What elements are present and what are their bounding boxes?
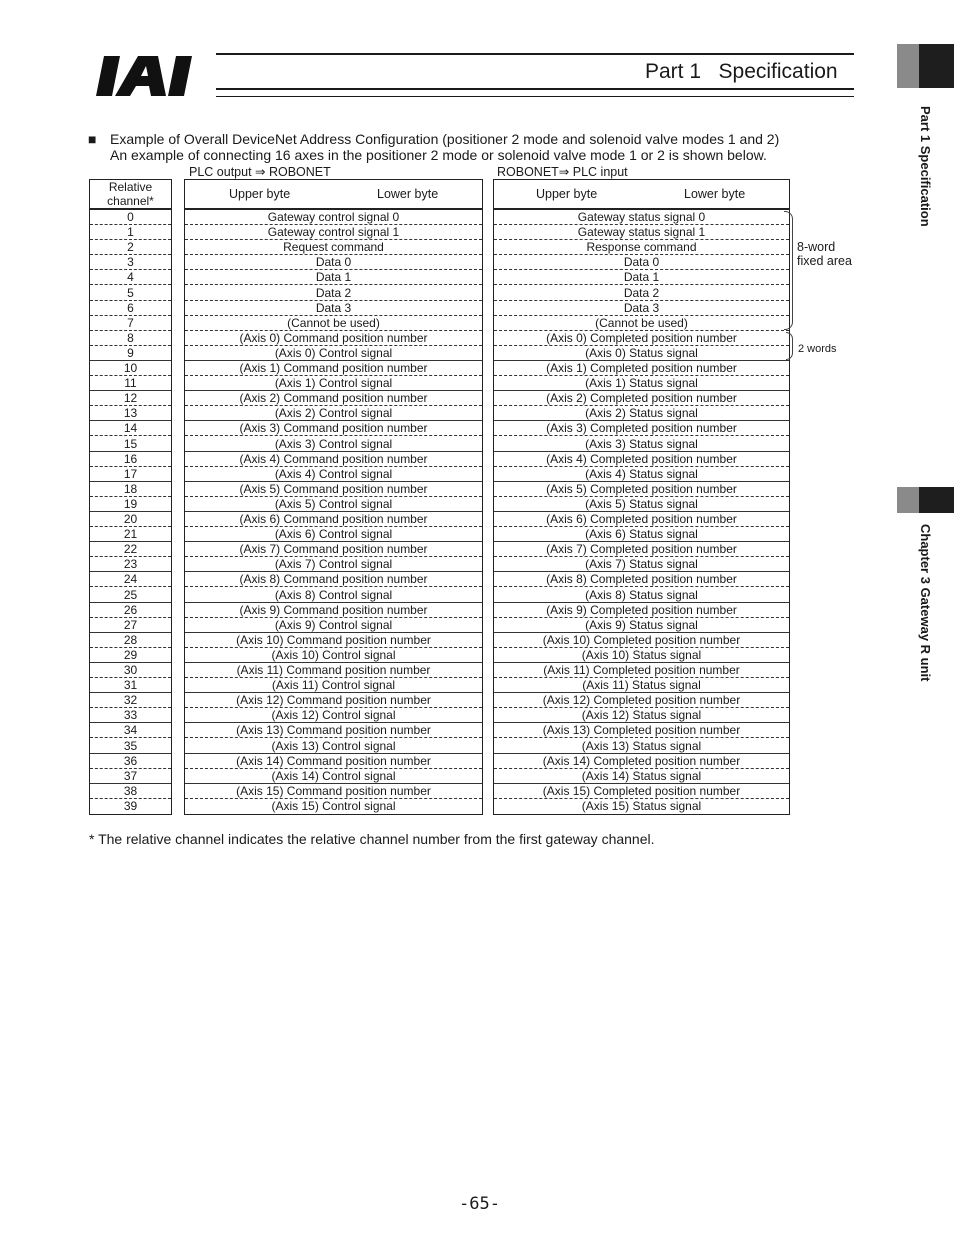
input-cell: (Axis 11) Completed position number [543,663,740,677]
channel-cell: 39 [123,798,138,813]
channel-cell: 20 [123,512,138,526]
channel-cell: 17 [123,466,138,481]
table-row [90,572,171,587]
table-row [494,739,789,754]
table-row [494,301,789,316]
table-row [185,723,482,738]
input-cell: (Axis 6) Completed position number [546,512,737,526]
table-row [494,512,789,527]
table-row [90,648,171,663]
table-row [185,708,482,723]
input-cell: (Axis 4) Completed position number [546,451,737,466]
channel-header-line1: Relative [108,180,153,194]
table-row [185,693,482,708]
output-cell: (Axis 6) Control signal [274,527,393,542]
table-row [90,452,171,467]
side-tab-lower-label: Chapter 3 Gateway R unit [918,524,933,682]
table-row [90,286,171,301]
output-cell: (Axis 4) Control signal [274,466,393,481]
output-cell: (Axis 7) Control signal [274,557,393,572]
output-cell: (Axis 2) Control signal [274,406,393,421]
input-lower-byte: Lower byte [684,187,746,201]
table-row [494,603,789,618]
table-row [90,754,171,769]
output-cell: (Axis 13) Control signal [271,738,396,753]
channel-cell: 27 [123,617,138,632]
output-cell: (Axis 14) Control signal [271,768,396,783]
output-cell: (Axis 13) Command position number [236,723,431,738]
channel-cell: 26 [123,602,138,617]
header-rule-mid [216,88,854,90]
channel-cell: 8 [127,330,134,345]
table-row [90,618,171,633]
table-row [494,784,789,799]
table-row [90,240,171,255]
table-row [185,739,482,754]
side-tab-upper [919,44,954,88]
table-row [185,557,482,572]
table-row [185,512,482,527]
side-tab-lower-stripe [897,487,919,513]
table-row [185,286,482,301]
channel-cell: 28 [123,632,138,647]
input-cell: Data 1 [623,270,660,285]
table-row [90,769,171,784]
channel-cell: 2 [127,240,134,255]
channel-cell: 19 [123,496,138,511]
channel-cell: 0 [127,210,134,224]
table-row [494,286,789,301]
table-row [494,331,789,346]
output-cell: (Cannot be used) [287,315,380,330]
table-row [90,467,171,482]
table-row [494,482,789,497]
table-row [90,784,171,799]
table-row [494,361,789,376]
channel-column [89,209,172,815]
table-row [494,678,789,693]
table-row [90,633,171,648]
table-row [494,452,789,467]
input-cell: (Axis 15) Status signal [581,798,702,813]
table-row [185,754,482,769]
input-cell: (Axis 2) Completed position number [546,391,737,406]
table-row [90,316,171,331]
table-row [90,225,171,240]
output-cell: (Axis 10) Control signal [271,647,396,662]
input-cell: (Axis 1) Status signal [585,376,698,391]
table-row [185,331,482,346]
channel-cell: 21 [123,527,138,542]
table-row [494,391,789,406]
table-row [90,270,171,285]
table-row [494,437,789,452]
channel-cell: 10 [123,361,138,375]
input-cell: Data 0 [623,255,660,270]
input-cell: (Axis 7) Completed position number [546,542,737,557]
input-cell: (Axis 2) Status signal [585,406,698,421]
table-row [185,769,482,784]
channel-cell: 33 [123,708,138,723]
table-row [185,421,482,436]
two-words-brace [786,332,793,360]
table-row [185,482,482,497]
input-cell: (Axis 12) Completed position number [542,693,741,708]
input-cell: Data 3 [623,300,660,315]
output-cell: (Axis 15) Command position number [236,783,431,798]
input-cell: (Axis 14) Completed position number [542,753,741,768]
table-row [90,421,171,436]
table-row [494,467,789,482]
table-row [494,754,789,769]
output-cell: (Axis 11) Command position number [236,663,431,677]
table-row [185,301,482,316]
table-row [90,512,171,527]
table-row [185,648,482,663]
output-cell: (Axis 10) Command position number [236,632,431,647]
output-cell: Data 3 [315,300,352,315]
output-cell: (Axis 4) Command position number [239,451,428,466]
side-tab-upper-label: Part 1 Specification [918,106,933,227]
output-column [184,209,483,815]
table-row [494,225,789,240]
channel-cell: 16 [123,451,138,466]
table-row [494,723,789,738]
output-cell: (Axis 2) Command position number [239,391,428,406]
input-upper-byte: Upper byte [536,187,598,201]
channel-cell: 11 [124,376,137,391]
output-cell: (Axis 9) Control signal [274,617,393,632]
channel-cell: 34 [123,723,138,738]
table-row [185,588,482,603]
intro-bullet: ■ [88,131,97,147]
table-row [494,663,789,678]
input-cell: (Axis 8) Status signal [585,587,698,602]
table-row [494,633,789,648]
plc-output-label: PLC output ⇒ ROBONET [189,165,331,179]
input-cell: (Axis 4) Status signal [585,466,698,481]
table-row [90,588,171,603]
table-row [185,316,482,331]
table-row [494,648,789,663]
table-row [185,210,482,225]
table-row [494,618,789,633]
input-cell: Gateway status signal 0 [577,210,706,224]
table-row [185,678,482,693]
output-cell: (Axis 5) Control signal [274,496,393,511]
channel-cell: 9 [127,345,134,360]
table-row [90,542,171,557]
table-row [90,693,171,708]
output-cell: (Axis 14) Command position number [236,753,431,768]
table-row [185,618,482,633]
table-row [185,376,482,391]
channel-cell: 22 [123,542,138,557]
table-row [494,557,789,572]
table-row [185,406,482,421]
table-row [90,210,171,225]
input-cell: (Axis 13) Completed position number [542,723,741,738]
table-row [494,769,789,784]
input-cell: (Axis 11) Status signal [582,678,701,693]
table-row [185,542,482,557]
table-row [90,799,171,814]
output-cell: (Axis 15) Control signal [271,798,396,813]
input-header-box [493,179,790,209]
intro-line-1: Example of Overall DeviceNet Address Configuration (positioner 2 mode and solenoid valve modes 1 and 2) [110,131,780,147]
input-cell: (Axis 7) Status signal [585,557,698,572]
output-cell: Request command [283,240,384,255]
table-row [185,361,482,376]
channel-cell: 18 [123,481,138,496]
channel-cell: 6 [127,300,134,315]
table-row [494,346,789,361]
table-row [494,799,789,814]
table-row [494,316,789,331]
output-cell: (Axis 1) Control signal [274,376,393,391]
table-row [90,361,171,376]
channel-cell: 1 [127,225,134,240]
table-row [494,572,789,587]
table-row [90,497,171,512]
channel-cell: 36 [123,753,138,768]
footnote: * The relative channel indicates the relative channel number from the first gateway channel. [89,831,655,847]
output-cell: Data 0 [315,255,352,270]
table-row [494,542,789,557]
output-cell: Gateway control signal 0 [267,210,400,224]
channel-cell: 37 [123,768,138,783]
table-row [90,557,171,572]
output-cell: (Axis 8) Command position number [239,572,428,587]
output-cell: (Axis 1) Command position number [239,361,428,375]
table-row [494,421,789,436]
input-cell: (Axis 12) Status signal [581,708,702,723]
channel-cell: 4 [127,270,134,285]
table-row [90,406,171,421]
fixed-area-note-line1: 8-word [797,240,836,254]
side-tab-lower [919,487,954,513]
page-number: -65- [459,1194,500,1214]
iai-logo [96,54,216,98]
input-cell: (Axis 6) Status signal [585,527,698,542]
table-row [185,799,482,814]
table-row [90,255,171,270]
input-cell: (Axis 14) Status signal [581,768,702,783]
table-row [494,588,789,603]
table-row [90,391,171,406]
table-row [90,301,171,316]
output-cell: Data 1 [315,270,352,285]
table-row [494,708,789,723]
input-cell: (Axis 10) Status signal [581,647,702,662]
channel-cell: 38 [123,783,138,798]
input-column [493,209,790,815]
input-cell: (Axis 13) Status signal [581,738,702,753]
channel-cell: 30 [123,663,138,677]
output-lower-byte: Lower byte [377,187,439,201]
table-row [185,452,482,467]
input-cell: (Axis 9) Status signal [585,617,698,632]
channel-cell: 24 [123,572,138,587]
table-row [185,527,482,542]
table-row [185,633,482,648]
channel-cell: 25 [123,587,138,602]
side-tab-upper-stripe [897,44,919,88]
fixed-area-note-line2: fixed area [797,254,852,268]
input-cell: (Axis 8) Completed position number [546,572,737,587]
channel-cell: 29 [123,647,138,662]
input-cell: (Axis 10) Completed position number [542,632,741,647]
input-cell: (Axis 5) Status signal [585,496,698,511]
input-cell: (Axis 3) Status signal [585,436,698,451]
table-row [494,497,789,512]
page-title: Part 1 Specification [645,60,838,83]
output-cell: (Axis 12) Control signal [271,708,396,723]
plc-input-label: ROBONET⇒ PLC input [497,165,628,179]
output-cell: (Axis 6) Command position number [239,512,428,526]
output-cell: (Axis 8) Control signal [274,587,393,602]
output-upper-byte: Upper byte [229,187,291,201]
header-rule-top [216,53,854,55]
input-cell: Data 2 [623,285,660,300]
table-row [494,210,789,225]
output-cell: (Axis 0) Command position number [239,330,428,345]
table-row [185,572,482,587]
output-cell: (Axis 3) Command position number [239,421,428,436]
channel-cell: 3 [127,255,134,270]
table-row [185,467,482,482]
table-row [90,663,171,678]
table-row [185,437,482,452]
table-row [90,739,171,754]
input-cell: (Axis 3) Completed position number [546,421,737,436]
channel-cell: 12 [123,391,138,406]
table-row [90,376,171,391]
fixed-area-brace [784,211,793,330]
table-row [90,603,171,618]
output-cell: (Axis 7) Command position number [239,542,428,557]
table-row [494,693,789,708]
table-row [494,376,789,391]
channel-cell: 7 [127,315,134,330]
intro-line-2: An example of connecting 16 axes in the positioner 2 mode or solenoid valve mode 1 or 2 is shown below. [110,147,767,163]
table-row [185,270,482,285]
table-row [185,240,482,255]
channel-cell: 23 [123,557,138,572]
channel-cell: 13 [123,406,138,421]
output-cell: (Axis 11) Control signal [271,678,396,693]
table-row [185,784,482,799]
output-cell: (Axis 5) Command position number [239,481,428,496]
table-row [185,255,482,270]
channel-cell: 35 [123,738,138,753]
table-row [494,240,789,255]
table-row [494,406,789,421]
input-cell: (Axis 5) Completed position number [546,481,737,496]
channel-cell: 14 [123,421,138,436]
table-row [185,663,482,678]
table-row [90,346,171,361]
header-rule-bottom [216,96,854,97]
output-cell: (Axis 12) Command position number [236,693,431,708]
channel-cell: 31 [123,678,138,693]
table-row [185,391,482,406]
two-words-note: 2 words [798,343,837,355]
table-row [90,482,171,497]
table-row [494,255,789,270]
input-cell: (Axis 9) Completed position number [546,602,737,617]
channel-cell: 5 [127,285,134,300]
output-header-box [184,179,483,209]
table-row [185,346,482,361]
table-row [185,603,482,618]
output-cell: (Axis 3) Control signal [274,436,393,451]
input-cell: (Axis 0) Completed position number [546,330,737,345]
input-cell: (Axis 15) Completed position number [542,783,741,798]
input-cell: (Cannot be used) [595,315,688,330]
table-row [494,527,789,542]
table-row [90,331,171,346]
table-row [90,437,171,452]
channel-cell: 32 [123,693,138,708]
input-cell: Response command [586,240,697,255]
input-cell: Gateway status signal 1 [577,225,706,240]
table-row [494,270,789,285]
channel-header-box [89,179,172,209]
channel-cell: 15 [123,436,138,451]
table-row [185,497,482,512]
output-cell: Gateway control signal 1 [267,225,400,240]
table-row [90,723,171,738]
table-row [90,708,171,723]
input-cell: (Axis 1) Completed position number [546,361,737,375]
input-cell: (Axis 0) Status signal [585,345,698,360]
table-row [90,527,171,542]
output-cell: Data 2 [315,285,352,300]
output-cell: (Axis 0) Control signal [274,345,393,360]
channel-header-line2: channel* [107,194,154,208]
table-row [90,678,171,693]
table-row [185,225,482,240]
output-cell: (Axis 9) Command position number [239,602,428,617]
